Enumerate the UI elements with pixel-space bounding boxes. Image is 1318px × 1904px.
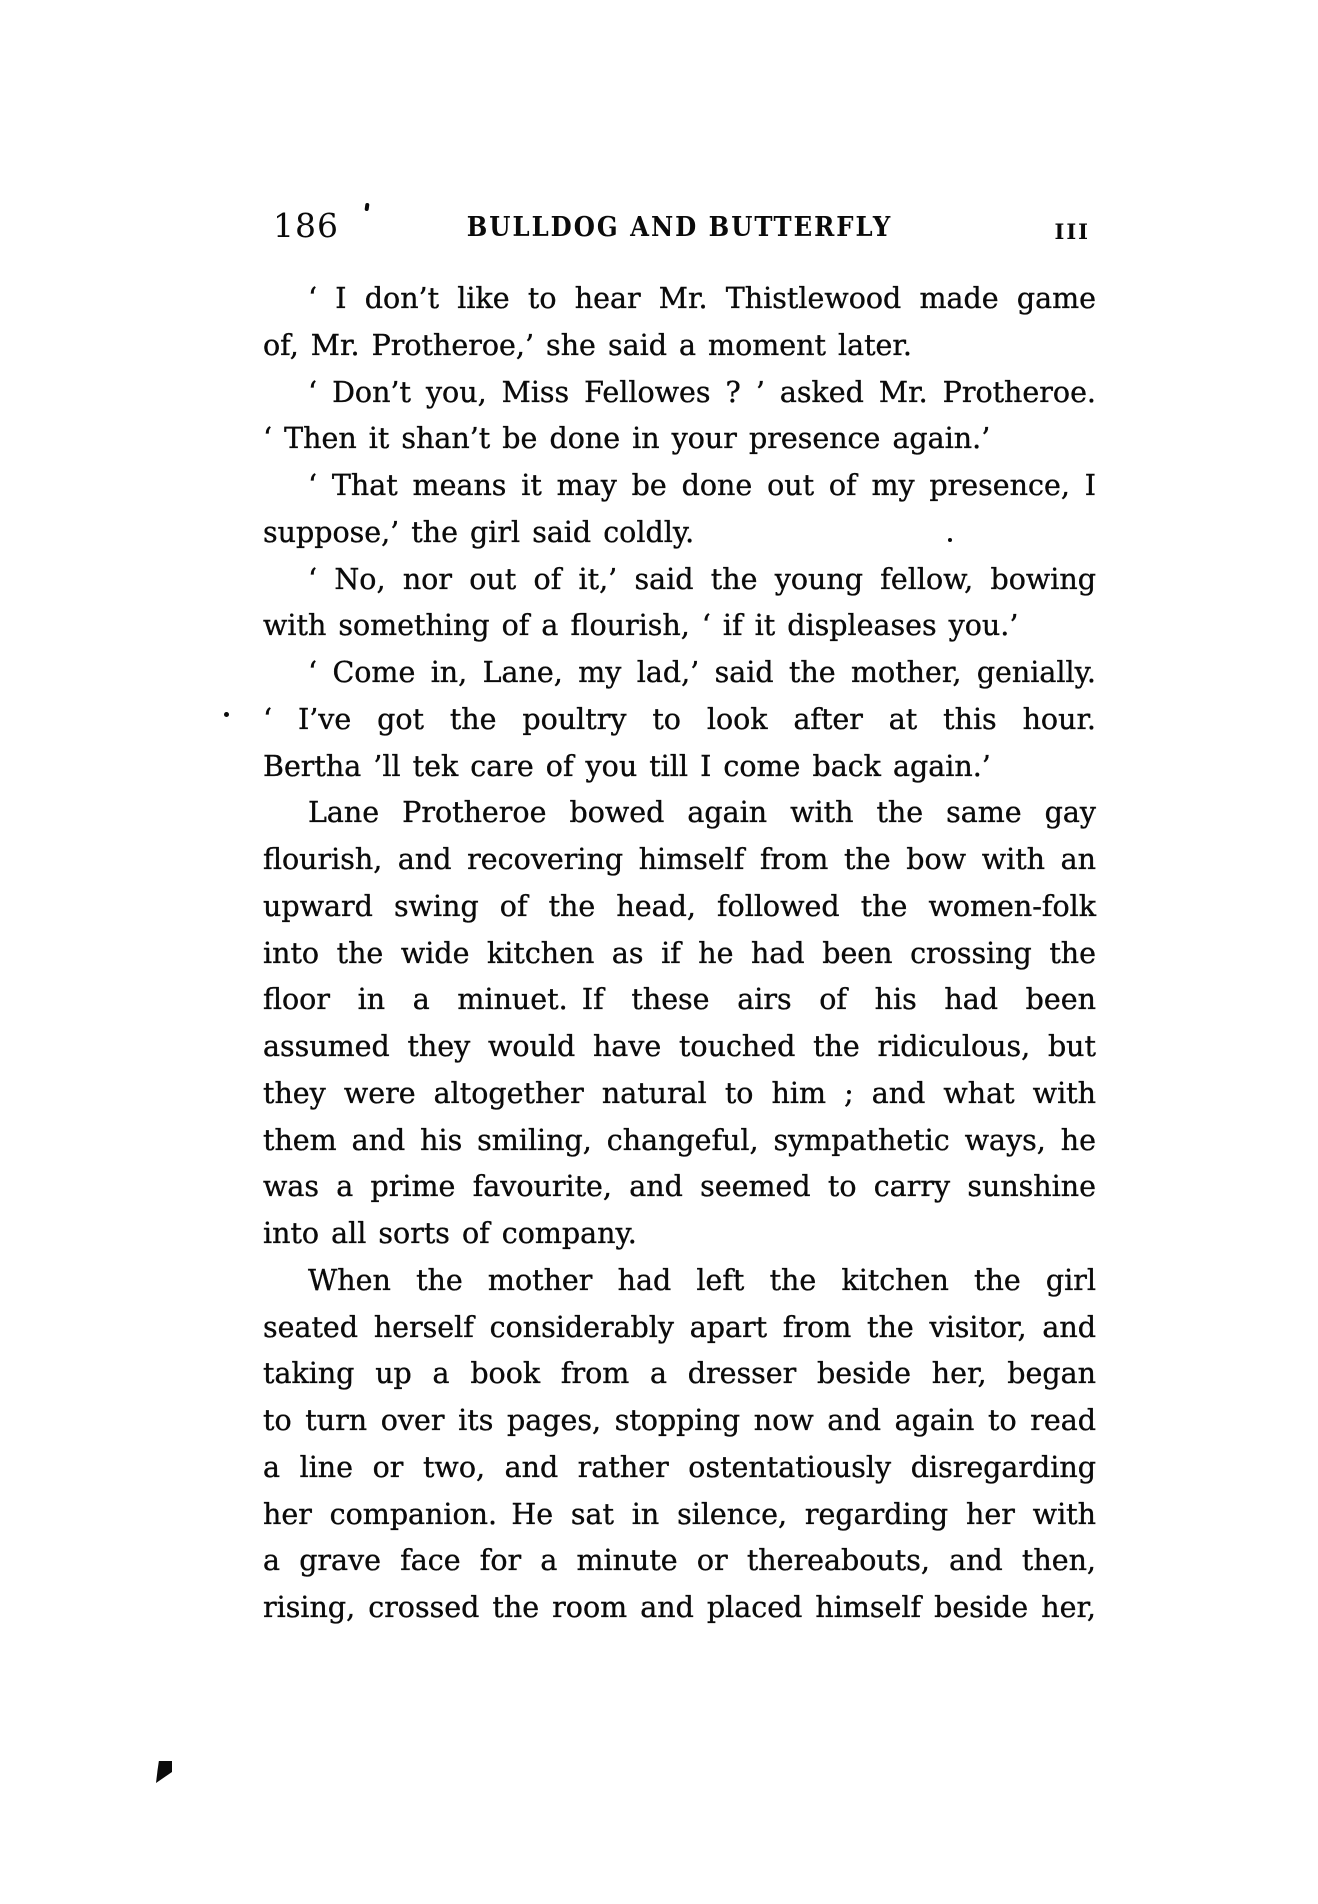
text-line: ‘ Then it shan’t be done in your presence again.’: [263, 422, 991, 456]
text-line: a grave face for a minute or thereabouts, and then,: [263, 1544, 1096, 1578]
running-title: BULLDOG AND BUTTERFLY: [466, 212, 893, 243]
text-line: ‘ Come in, Lane, my lad,’ said the mother, genially.: [308, 656, 1096, 689]
text-line: taking up a book from a dresser beside her, began: [263, 1357, 1096, 1391]
paragraph: [263, 557, 1096, 651]
page-header: [263, 205, 1096, 249]
text-line: floor in a minuet. If these airs of his had been: [263, 983, 1096, 1017]
body-text: [263, 276, 1096, 1632]
text-line: ‘ Don’t you, Miss Fellowes ? ’ asked Mr. Protheroe.: [308, 375, 1096, 409]
text-line: them and his smiling, changeful, sympathetic ways, he: [263, 1123, 1096, 1157]
text-line: flourish, and recovering himself from the bow with an: [263, 843, 1096, 876]
text-line: was a prime favourite, and seemed to carry sunshine: [263, 1170, 1096, 1204]
text-line: suppose,’ the girl said coldly.: [263, 515, 695, 549]
text-line: a line or two, and rather ostentatiously disregarding: [263, 1450, 1096, 1484]
text-line: When the mother had left the kitchen the girl: [308, 1263, 1096, 1297]
ink-blot: [156, 1761, 172, 1783]
text-line: ‘ I don’t like to hear Mr. Thistlewood made game: [308, 282, 1096, 315]
ink-speck: [224, 712, 229, 717]
chapter-numeral: III: [1054, 219, 1090, 244]
text-line: ‘ I’ve got the poultry to look after at this hour.: [263, 702, 1096, 736]
text-line: ‘ No, nor out of it,’ said the young fellow, bowing: [308, 562, 1096, 596]
paragraph: [263, 276, 1096, 370]
paragraph: [263, 650, 1096, 790]
text-line: into all sorts of company.: [263, 1217, 637, 1250]
text-line: Bertha ’ll tek care of you till I come back again.’: [263, 749, 991, 783]
text-line: upward swing of the head, followed the women-folk: [263, 889, 1096, 923]
text-line: to turn over its pages, stopping now and again to read: [263, 1404, 1096, 1437]
paragraph: [263, 1258, 1096, 1632]
paragraph: [263, 463, 1096, 557]
text-line: ‘ That means it may be done out of my presence, I: [308, 469, 1096, 502]
paragraph: [263, 370, 1096, 464]
text-line: rising, crossed the room and placed himself beside her,: [263, 1591, 1096, 1624]
text-line: of, Mr. Protheroe,’ she said a moment later.: [263, 328, 912, 362]
text-line: Lane Protheroe bowed again with the same gay: [308, 796, 1096, 830]
text-line: into the wide kitchen as if he had been crossing the: [263, 936, 1096, 970]
text-line: they were altogether natural to him ; and what with: [263, 1076, 1096, 1110]
page-number: 186: [273, 206, 339, 245]
ink-speck: [948, 538, 952, 542]
text-line: seated herself considerably apart from the visitor, and: [263, 1310, 1096, 1344]
text-line: with something of a flourish, ‘ if it displeases you.’: [263, 609, 1019, 643]
paragraph: [263, 790, 1096, 1258]
text-line: assumed they would have touched the ridiculous, but: [263, 1030, 1096, 1063]
text-line: her companion. He sat in silence, regarding her with: [263, 1497, 1096, 1531]
